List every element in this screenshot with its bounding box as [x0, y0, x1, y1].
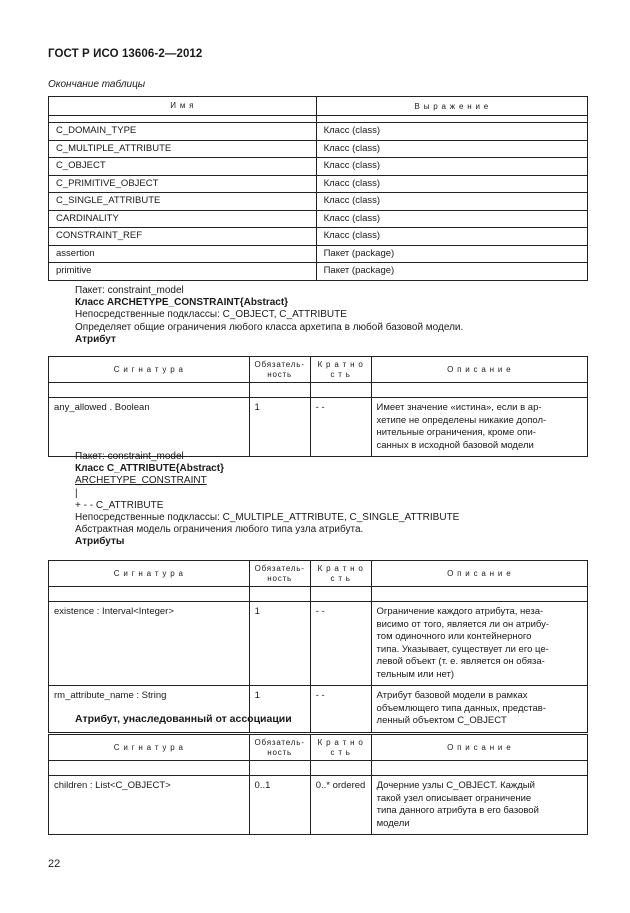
table-row [49, 158, 588, 176]
class-title: Класс C_ATTRIBUTE{Abstract} [75, 463, 224, 475]
cell-expression: Пакет (package) [316, 263, 587, 281]
cell-multiplicity: - - [310, 602, 371, 686]
column-header-description: О п и с а н и е [371, 735, 587, 761]
cell-multiplicity: 0..* ordered [310, 776, 371, 835]
cell-signature: rm_attribute_name : String [49, 686, 250, 733]
cell-signature: any_allowed . Boolean [49, 398, 250, 457]
cell-name: C_SINGLE_ATTRIBUTE [49, 193, 317, 211]
cell-description: Атрибут базовой модели в рамках объемлющего типа данных, представ- ленный объектом C_OBJECT [371, 686, 587, 733]
cell-name: C_OBJECT [49, 158, 317, 176]
cell-name: C_MULTIPLE_ATTRIBUTE [49, 140, 317, 158]
cell-name: primitive [49, 263, 317, 281]
cell-multiplicity: - - [310, 686, 371, 733]
package-line: Пакет: constraint_model [75, 451, 184, 462]
hierarchy-child: + - - C_ATTRIBUTE [75, 499, 164, 511]
cell-expression: Класс (class) [316, 158, 587, 176]
cell-signature: children : List<C_OBJECT> [49, 776, 250, 835]
table-row [49, 123, 588, 141]
cell-expression: Класс (class) [316, 175, 587, 193]
cell-expression: Класс (class) [316, 228, 587, 246]
cell-mandatory: 1 [249, 602, 310, 686]
table-row [49, 686, 588, 733]
table-row [49, 210, 588, 228]
cell-expression: Класс (class) [316, 123, 587, 141]
class-description: Определяет общие ограничения любого класса архетипа в любой базовой модели. [75, 321, 464, 333]
column-header-multiplicity: К р а т н о с т ь [310, 735, 371, 761]
separator-row [49, 587, 588, 602]
class-description: Абстрактная модель ограничения любого типа узла атрибута. [75, 524, 364, 536]
column-header-multiplicity: К р а т н о с т ь [310, 357, 371, 383]
cell-expression: Класс (class) [316, 140, 587, 158]
table-row [49, 245, 588, 263]
names-table [48, 96, 588, 281]
column-header-description: О п и с а н и е [371, 357, 588, 383]
table-row [49, 776, 588, 835]
column-header-description: О п и с а н и е [371, 561, 587, 587]
cell-name: CARDINALITY [49, 210, 317, 228]
table-header-row [49, 735, 588, 761]
section-title: Атрибут [75, 333, 116, 345]
class-block-c-attribute [75, 451, 459, 549]
section-title: Атрибут, унаследованный от ассоциации [75, 713, 292, 725]
separator-row [49, 383, 588, 398]
parent-class: ARCHETYPE_CONSTRAINT [75, 475, 207, 487]
cell-description: Имеет значение «истина», если в ар- хетипе не определены никакие допол- нительные ограничения, кроме опи- санных в исходной базовой модели [371, 398, 588, 457]
column-header-signature: С и г н а т у р а [49, 357, 250, 383]
section-title: Атрибуты [75, 536, 125, 548]
column-header-signature: С и г н а т у р а [49, 561, 250, 587]
cell-mandatory: 0..1 [249, 776, 310, 835]
cell-name: assertion [49, 245, 317, 263]
table-continuation-label: Окончание таблицы [48, 79, 146, 90]
attributes-table [48, 356, 588, 457]
cell-signature: existence : Interval<Integer> [49, 602, 250, 686]
cell-description: Ограничение каждого атрибута, неза- висимо от того, является ли он атрибу- том одиночного или контейнерного типа. Указывает, существует ли его це- левой объект (т. е. является он обяза- тельным или нет) [371, 602, 587, 686]
cell-name: CONSTRAINT_REF [49, 228, 317, 246]
table-header-row [49, 561, 588, 587]
table-row [49, 263, 588, 281]
cell-expression: Класс (class) [316, 193, 587, 211]
table-row [49, 193, 588, 211]
cell-expression: Пакет (package) [316, 245, 587, 263]
class-title: Класс ARCHETYPE_CONSTRAINT{Abstract} [75, 297, 289, 309]
column-header-mandatory: Обязатель- ность [249, 735, 310, 761]
table-row [49, 175, 588, 193]
attributes-table [48, 734, 588, 835]
subclasses-line: Непосредственные подклассы: C_MULTIPLE_ATTRIBUTE, C_SINGLE_ATTRIBUTE [75, 512, 460, 524]
column-header-name: И м я [49, 97, 317, 116]
cell-name: C_DOMAIN_TYPE [49, 123, 317, 141]
separator-row [49, 116, 588, 123]
class-block-archetype-constraint [75, 285, 463, 346]
cell-mandatory: 1 [249, 398, 310, 457]
cell-name: C_PRIMITIVE_OBJECT [49, 175, 317, 193]
table-header-row [49, 357, 588, 383]
subclasses-line: Непосредственные подклассы: C_OBJECT, C_ATTRIBUTE [75, 309, 347, 321]
hierarchy-pipe: | [75, 487, 78, 499]
document-header: ГОСТ Р ИСО 13606-2—2012 [48, 48, 203, 60]
column-header-expression: В ы р а ж е н и е [316, 97, 587, 116]
table-row [49, 398, 588, 457]
attributes-table [48, 560, 588, 733]
column-header-mandatory: Обязатель- ность [249, 561, 310, 587]
page-number: 22 [48, 858, 61, 870]
separator-row [49, 761, 588, 776]
table-row [49, 228, 588, 246]
cell-mandatory: 1 [249, 686, 310, 733]
column-header-signature: С и г н а т у р а [49, 735, 250, 761]
package-line: Пакет: constraint_model [75, 285, 184, 296]
table-row [49, 602, 588, 686]
cell-expression: Класс (class) [316, 210, 587, 228]
table-row [49, 140, 588, 158]
table-header-row [49, 97, 588, 116]
cell-description: Дочерние узлы C_OBJECT. Каждый такой узел описывает ограничение типа данного атрибута в его базовой модели [371, 776, 587, 835]
column-header-multiplicity: К р а т н о с т ь [310, 561, 371, 587]
column-header-mandatory: Обязатель- ность [249, 357, 310, 383]
cell-multiplicity: - - [310, 398, 371, 457]
